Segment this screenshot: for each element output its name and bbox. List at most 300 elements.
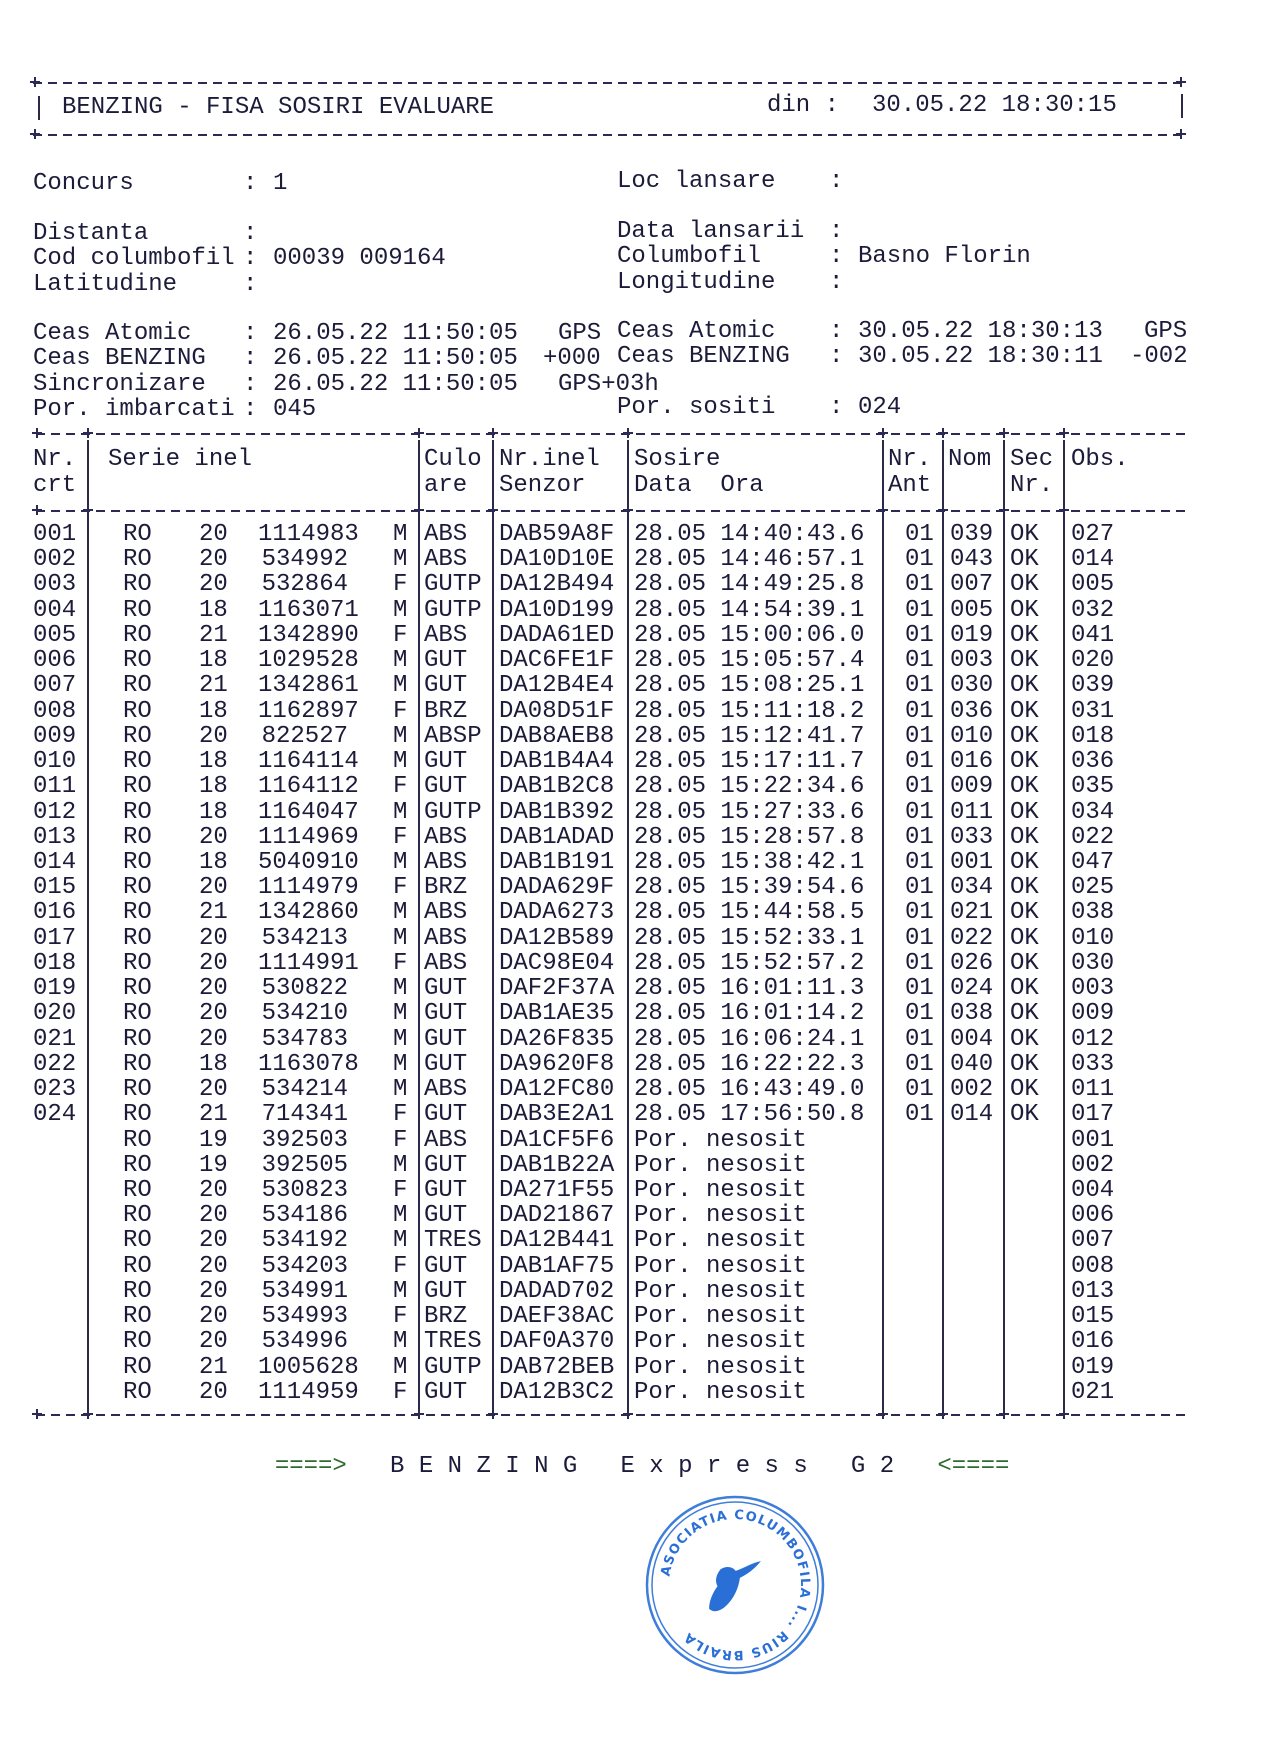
- table-row: [0, 900, 1276, 925]
- table-row: [0, 976, 1276, 1001]
- nom-cell: 021: [950, 899, 994, 927]
- antenna-nr-cell: 01: [905, 899, 934, 927]
- security-status-cell: OK: [1010, 647, 1039, 675]
- color-cell: GUT: [424, 748, 468, 776]
- security-status-cell: OK: [1010, 521, 1039, 548]
- obs-cell: 041: [1071, 621, 1115, 649]
- sensor-ring-cell: DAD21867: [499, 1202, 615, 1230]
- nom-cell: 033: [950, 823, 994, 851]
- ceas-benzing-end-suffix: -002: [1130, 343, 1188, 370]
- sex-cell: M: [393, 975, 408, 1003]
- border-junction: [623, 505, 633, 515]
- sex-cell: M: [393, 521, 408, 548]
- row-number-cell: 005: [33, 621, 77, 649]
- ring-number-cell: 1342890: [258, 621, 359, 649]
- border-junction: [414, 505, 424, 515]
- table-row: [0, 1027, 1276, 1052]
- ceas-atomic-end-suffix: GPS: [1144, 318, 1188, 345]
- sensor-ring-cell: DA08D51F: [499, 697, 615, 725]
- sex-cell: M: [393, 1353, 408, 1381]
- table-row: [0, 673, 1276, 698]
- ring-number-cell: 534993: [261, 1303, 348, 1331]
- row-number-cell: 016: [33, 899, 77, 927]
- row-number-cell: 006: [33, 647, 77, 675]
- table-row: [0, 1228, 1276, 1253]
- table-row: [0, 648, 1276, 673]
- ceas-benzing-label-right: Ceas BENZING: [617, 343, 790, 370]
- header-serie-inel: Serie inel: [108, 446, 253, 473]
- table-row: [0, 1128, 1276, 1153]
- row-number-cell: 023: [33, 1076, 77, 1104]
- ring-year-cell: 18: [199, 848, 228, 876]
- color-cell: ABS: [424, 848, 468, 876]
- nom-cell: 040: [950, 1050, 994, 1078]
- distanta-label: Distanta: [33, 220, 149, 247]
- security-status-cell: OK: [1010, 975, 1039, 1003]
- pigeon-icon: [709, 1561, 761, 1611]
- arrival-time-cell: Por. nesosit: [634, 1303, 807, 1331]
- row-number-cell: 001: [33, 521, 77, 548]
- arrival-time-cell: 28.05 17:56:50.8: [634, 1101, 865, 1129]
- border-junction: [878, 1409, 888, 1419]
- ring-country-cell: RO: [123, 1227, 152, 1255]
- color-cell: ABS: [424, 899, 468, 927]
- concurs-value: 1: [273, 170, 288, 197]
- sensor-ring-cell: DA12B3C2: [499, 1378, 615, 1406]
- arrival-time-cell: Por. nesosit: [634, 1353, 807, 1381]
- sensor-ring-cell: DA271F55: [499, 1176, 615, 1204]
- report-date-label: din :: [767, 92, 840, 119]
- security-status-cell: OK: [1010, 722, 1039, 750]
- ring-number-cell: 1029528: [258, 647, 359, 675]
- security-status-cell: OK: [1010, 773, 1039, 801]
- ring-year-cell: 20: [199, 1252, 228, 1280]
- ring-year-cell: 21: [199, 1101, 228, 1129]
- nom-cell: 011: [950, 798, 994, 826]
- security-status-cell: OK: [1010, 1050, 1039, 1078]
- obs-cell: 032: [1071, 596, 1115, 624]
- header-nr-crt-2: crt: [33, 472, 77, 499]
- security-status-cell: OK: [1010, 621, 1039, 649]
- row-number-cell: 007: [33, 672, 77, 700]
- border-junction: [414, 1409, 424, 1419]
- table-row: [0, 522, 1276, 547]
- antenna-nr-cell: 01: [905, 571, 934, 599]
- antenna-nr-cell: 01: [905, 1000, 934, 1028]
- sex-cell: M: [393, 722, 408, 750]
- security-status-cell: OK: [1010, 748, 1039, 776]
- nom-cell: 024: [950, 975, 994, 1003]
- color-cell: GUT: [424, 1378, 468, 1406]
- obs-cell: 027: [1071, 521, 1115, 548]
- sex-cell: F: [393, 823, 408, 851]
- nom-cell: 016: [950, 748, 994, 776]
- ring-country-cell: RO: [123, 773, 152, 801]
- ring-country-cell: RO: [123, 697, 152, 725]
- table-row: [0, 1304, 1276, 1329]
- colon: :: [243, 245, 258, 272]
- nom-cell: 001: [950, 848, 994, 876]
- arrival-time-cell: Por. nesosit: [634, 1126, 807, 1154]
- sex-cell: F: [393, 1378, 408, 1406]
- ring-number-cell: 1114979: [258, 874, 359, 902]
- arrival-time-cell: Por. nesosit: [634, 1151, 807, 1179]
- sex-cell: M: [393, 1202, 408, 1230]
- table-row: [0, 1329, 1276, 1354]
- border-junction: [999, 428, 1009, 438]
- border-corner: [1176, 129, 1186, 139]
- footer-text: B E N Z I N G E x p r e s s G 2: [390, 1453, 895, 1480]
- table-row: [0, 800, 1276, 825]
- ring-number-cell: 534210: [261, 1000, 348, 1028]
- sex-cell: F: [393, 697, 408, 725]
- sensor-ring-cell: DA12FC80: [499, 1076, 615, 1104]
- obs-cell: 031: [1071, 697, 1115, 725]
- concurs-label: Concurs: [33, 170, 134, 197]
- color-cell: BRZ: [424, 874, 468, 902]
- color-cell: ABS: [424, 823, 468, 851]
- obs-cell: 006: [1071, 1202, 1115, 1230]
- border-junction: [32, 1409, 42, 1419]
- ring-number-cell: 534192: [261, 1227, 348, 1255]
- header-nr-crt: Nr.: [33, 446, 77, 473]
- ring-country-cell: RO: [123, 621, 152, 649]
- arrival-time-cell: Por. nesosit: [634, 1252, 807, 1280]
- color-cell: GUT: [424, 1101, 468, 1129]
- obs-cell: 019: [1071, 1353, 1115, 1381]
- colon: :: [829, 269, 844, 296]
- ring-country-cell: RO: [123, 1277, 152, 1305]
- obs-cell: 003: [1071, 975, 1115, 1003]
- ring-number-cell: 1005628: [258, 1353, 359, 1381]
- arrival-time-cell: 28.05 14:54:39.1: [634, 596, 865, 624]
- table-row: [0, 1001, 1276, 1026]
- ring-year-cell: 21: [199, 621, 228, 649]
- arrival-time-cell: 28.05 16:01:11.3: [634, 975, 865, 1003]
- border-junction: [83, 428, 93, 438]
- border-junction: [1059, 1409, 1069, 1419]
- antenna-nr-cell: 01: [905, 823, 934, 851]
- ring-year-cell: 20: [199, 1202, 228, 1230]
- report-title: BENZING - FISA SOSIRI EVALUARE: [62, 94, 495, 121]
- sensor-ring-cell: DAB1AF75: [499, 1252, 615, 1280]
- table-row: [0, 951, 1276, 976]
- ring-number-cell: 534214: [261, 1076, 348, 1104]
- ring-number-cell: 714341: [261, 1101, 348, 1129]
- header-obs: Obs.: [1071, 446, 1129, 473]
- sensor-ring-cell: DAF0A370: [499, 1328, 615, 1356]
- color-cell: GUT: [424, 647, 468, 675]
- header-nr-inel: Nr.inel: [499, 446, 600, 473]
- arrival-time-cell: 28.05 15:11:18.2: [634, 697, 865, 725]
- security-status-cell: OK: [1010, 848, 1039, 876]
- arrival-time-cell: Por. nesosit: [634, 1277, 807, 1305]
- sex-cell: F: [393, 1176, 408, 1204]
- ring-country-cell: RO: [123, 924, 152, 952]
- ring-number-cell: 822527: [261, 722, 348, 750]
- antenna-nr-cell: 01: [905, 924, 934, 952]
- sex-cell: M: [393, 924, 408, 952]
- security-status-cell: OK: [1010, 899, 1039, 927]
- border-junction: [999, 505, 1009, 515]
- ring-number-cell: 1163078: [258, 1050, 359, 1078]
- colon: :: [829, 343, 844, 370]
- sensor-ring-cell: DAC98E04: [499, 949, 615, 977]
- ring-year-cell: 21: [199, 1353, 228, 1381]
- obs-cell: 001: [1071, 1126, 1115, 1154]
- obs-cell: 030: [1071, 949, 1115, 977]
- ring-country-cell: RO: [123, 521, 152, 548]
- obs-cell: 016: [1071, 1328, 1115, 1356]
- ceas-atomic-label: Ceas Atomic: [33, 320, 192, 347]
- ring-country-cell: RO: [123, 1328, 152, 1356]
- ceas-benzing-label: Ceas BENZING: [33, 345, 206, 372]
- table-row: [0, 699, 1276, 724]
- ring-year-cell: 21: [199, 672, 228, 700]
- row-number-cell: 002: [33, 546, 77, 574]
- sensor-ring-cell: DADAD702: [499, 1277, 615, 1305]
- ring-year-cell: 18: [199, 596, 228, 624]
- security-status-cell: OK: [1010, 546, 1039, 574]
- row-number-cell: 012: [33, 798, 77, 826]
- arrival-time-cell: 28.05 15:05:57.4: [634, 647, 865, 675]
- ring-country-cell: RO: [123, 1252, 152, 1280]
- arrival-time-cell: 28.05 15:00:06.0: [634, 621, 865, 649]
- ring-year-cell: 19: [199, 1126, 228, 1154]
- imbarcati-value: 045: [273, 396, 317, 423]
- ring-number-cell: 5040910: [258, 848, 359, 876]
- stamp-text: ASOCIATIA COLUMBOFILA I... RIUS BRAILA: [658, 1507, 813, 1663]
- sensor-ring-cell: DAF2F37A: [499, 975, 615, 1003]
- color-cell: GUT: [424, 1252, 468, 1280]
- sex-cell: M: [393, 546, 408, 574]
- ring-country-cell: RO: [123, 672, 152, 700]
- sincronizare-value: 26.05.22 11:50:05: [273, 371, 518, 398]
- border-junction: [938, 505, 948, 515]
- ring-year-cell: 20: [199, 874, 228, 902]
- table-top-border: [36, 433, 1188, 435]
- security-status-cell: OK: [1010, 949, 1039, 977]
- header-culoare: Culo: [424, 446, 482, 473]
- sositi-label: Por. sositi: [617, 394, 776, 421]
- color-cell: GUT: [424, 1050, 468, 1078]
- security-status-cell: OK: [1010, 1076, 1039, 1104]
- arrival-time-cell: Por. nesosit: [634, 1227, 807, 1255]
- table-row: [0, 1380, 1276, 1405]
- obs-cell: 034: [1071, 798, 1115, 826]
- ring-country-cell: RO: [123, 823, 152, 851]
- security-status-cell: OK: [1010, 874, 1039, 902]
- ring-year-cell: 18: [199, 1050, 228, 1078]
- colon: :: [243, 371, 258, 398]
- header-right-border: [1181, 94, 1183, 118]
- table-header-separator: [36, 510, 1188, 512]
- ring-year-cell: 20: [199, 1076, 228, 1104]
- ring-country-cell: RO: [123, 1000, 152, 1028]
- border-junction: [1059, 428, 1069, 438]
- sex-cell: M: [393, 899, 408, 927]
- ring-number-cell: 1164047: [258, 798, 359, 826]
- sex-cell: M: [393, 848, 408, 876]
- obs-cell: 025: [1071, 874, 1115, 902]
- border-junction: [83, 1409, 93, 1419]
- sensor-ring-cell: DA12B441: [499, 1227, 615, 1255]
- security-status-cell: OK: [1010, 798, 1039, 826]
- row-number-cell: 008: [33, 697, 77, 725]
- data-lansarii-label: Data lansarii: [617, 218, 805, 245]
- table-row: [0, 1254, 1276, 1279]
- sex-cell: F: [393, 621, 408, 649]
- table-row: [0, 598, 1276, 623]
- table-row: [0, 1052, 1276, 1077]
- ring-number-cell: 1164114: [258, 748, 359, 776]
- arrival-time-cell: 28.05 15:28:57.8: [634, 823, 865, 851]
- table-row: [0, 1203, 1276, 1228]
- table-row: [0, 724, 1276, 749]
- colon: :: [829, 243, 844, 270]
- border-corner: [1176, 77, 1186, 87]
- ring-number-cell: 534992: [261, 546, 348, 574]
- obs-cell: 002: [1071, 1151, 1115, 1179]
- antenna-nr-cell: 01: [905, 1076, 934, 1104]
- sincronizare-suffix: GPS+03h: [558, 371, 659, 398]
- header-nr-ant-2: Ant: [888, 472, 932, 499]
- color-cell: GUT: [424, 1277, 468, 1305]
- color-cell: GUT: [424, 1176, 468, 1204]
- nom-cell: 038: [950, 1000, 994, 1028]
- border-junction: [488, 428, 498, 438]
- sensor-ring-cell: DADA61ED: [499, 621, 615, 649]
- ring-year-cell: 20: [199, 823, 228, 851]
- obs-cell: 020: [1071, 647, 1115, 675]
- table-row: [0, 572, 1276, 597]
- nom-cell: 009: [950, 773, 994, 801]
- obs-cell: 005: [1071, 571, 1115, 599]
- obs-cell: 038: [1071, 899, 1115, 927]
- sensor-ring-cell: DA1CF5F6: [499, 1126, 615, 1154]
- header-left-border: [38, 96, 40, 120]
- arrival-time-cell: 28.05 15:08:25.1: [634, 672, 865, 700]
- header-sec-nr: Nr.: [1010, 472, 1054, 499]
- table-row: [0, 825, 1276, 850]
- ring-country-cell: RO: [123, 1378, 152, 1406]
- sex-cell: M: [393, 596, 408, 624]
- sensor-ring-cell: DA10D199: [499, 596, 615, 624]
- nom-cell: 010: [950, 722, 994, 750]
- color-cell: ABS: [424, 949, 468, 977]
- obs-cell: 017: [1071, 1101, 1115, 1129]
- ring-country-cell: RO: [123, 874, 152, 902]
- color-cell: GUT: [424, 1025, 468, 1053]
- sex-cell: M: [393, 647, 408, 675]
- antenna-nr-cell: 01: [905, 848, 934, 876]
- sensor-ring-cell: DA10D10E: [499, 546, 615, 574]
- obs-cell: 047: [1071, 848, 1115, 876]
- arrival-time-cell: 28.05 14:49:25.8: [634, 571, 865, 599]
- colon: :: [243, 345, 258, 372]
- antenna-nr-cell: 01: [905, 546, 934, 574]
- sex-cell: M: [393, 1025, 408, 1053]
- border-junction: [488, 505, 498, 515]
- arrival-time-cell: 28.05 16:43:49.0: [634, 1076, 865, 1104]
- colon: :: [829, 394, 844, 421]
- row-number-cell: 019: [33, 975, 77, 1003]
- sincronizare-label: Sincronizare: [33, 371, 206, 398]
- sex-cell: M: [393, 1328, 408, 1356]
- columbofil-label: Columbofil: [617, 243, 762, 270]
- ring-year-cell: 20: [199, 546, 228, 574]
- obs-cell: 015: [1071, 1303, 1115, 1331]
- ring-country-cell: RO: [123, 1050, 152, 1078]
- border-junction: [878, 428, 888, 438]
- sex-cell: M: [393, 1050, 408, 1078]
- ring-number-cell: 530822: [261, 975, 348, 1003]
- ceas-benzing-start: 26.05.22 11:50:05: [273, 345, 518, 372]
- sex-cell: M: [393, 1277, 408, 1305]
- footer-banner: [246, 1428, 1009, 1480]
- obs-cell: 007: [1071, 1227, 1115, 1255]
- obs-cell: 022: [1071, 823, 1115, 851]
- nom-cell: 022: [950, 924, 994, 952]
- color-cell: ABS: [424, 924, 468, 952]
- sensor-ring-cell: DAEF38AC: [499, 1303, 615, 1331]
- ring-year-cell: 20: [199, 1328, 228, 1356]
- arrival-time-cell: 28.05 15:52:57.2: [634, 949, 865, 977]
- row-number-cell: 015: [33, 874, 77, 902]
- color-cell: ABSP: [424, 722, 482, 750]
- latitudine-label: Latitudine: [33, 271, 178, 298]
- sex-cell: F: [393, 773, 408, 801]
- sex-cell: F: [393, 1126, 408, 1154]
- arrival-time-cell: 28.05 15:44:58.5: [634, 899, 865, 927]
- color-cell: ABS: [424, 1076, 468, 1104]
- color-cell: GUT: [424, 672, 468, 700]
- table-row: [0, 926, 1276, 951]
- sex-cell: M: [393, 672, 408, 700]
- nom-cell: 039: [950, 521, 994, 548]
- ceas-atomic-start: 26.05.22 11:50:05: [273, 320, 518, 347]
- colon: :: [829, 168, 844, 195]
- colon: :: [243, 220, 258, 247]
- ring-number-cell: 1163071: [258, 596, 359, 624]
- table-row: [0, 1102, 1276, 1127]
- imbarcati-label: Por. imbarcati: [33, 396, 235, 423]
- columbofil-value: Basno Florin: [858, 243, 1031, 270]
- ring-year-cell: 20: [199, 1277, 228, 1305]
- antenna-nr-cell: 01: [905, 596, 934, 624]
- ring-year-cell: 18: [199, 748, 228, 776]
- arrival-time-cell: 28.05 15:39:54.6: [634, 874, 865, 902]
- security-status-cell: OK: [1010, 1000, 1039, 1028]
- ceas-atomic-label-right: Ceas Atomic: [617, 318, 776, 345]
- ring-number-cell: 534213: [261, 924, 348, 952]
- footer-arrow-left: ====>: [274, 1453, 347, 1480]
- border-junction: [32, 428, 42, 438]
- sex-cell: F: [393, 1252, 408, 1280]
- table-row: [0, 623, 1276, 648]
- ring-number-cell: 1164112: [258, 773, 359, 801]
- obs-cell: 036: [1071, 748, 1115, 776]
- color-cell: ABS: [424, 521, 468, 548]
- antenna-nr-cell: 01: [905, 1025, 934, 1053]
- ring-number-cell: 1114959: [258, 1378, 359, 1406]
- border-junction: [878, 505, 888, 515]
- table-row: [0, 1279, 1276, 1304]
- nom-cell: 019: [950, 621, 994, 649]
- ring-country-cell: RO: [123, 1151, 152, 1179]
- ring-country-cell: RO: [123, 546, 152, 574]
- color-cell: GUTP: [424, 1353, 482, 1381]
